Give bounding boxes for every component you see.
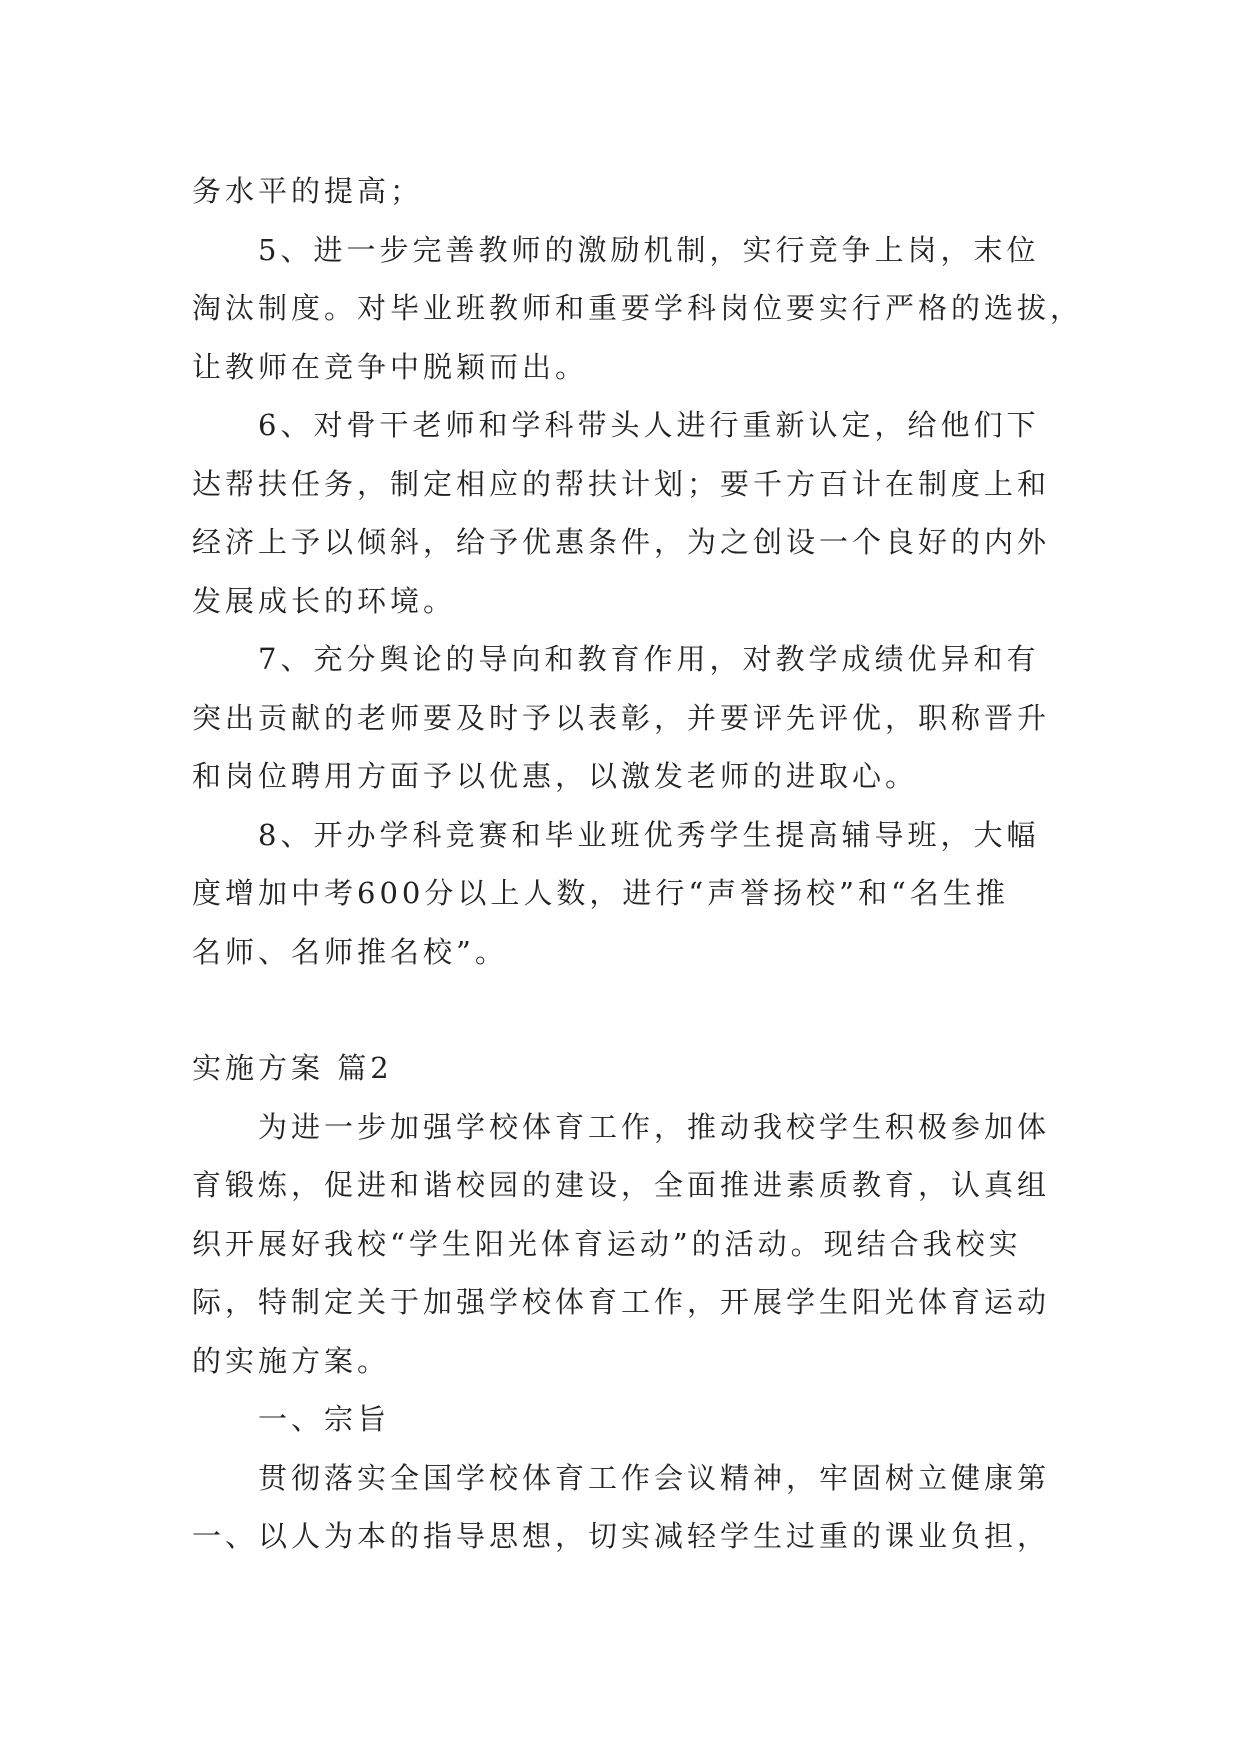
text-line: 织开展好我校“学生阳光体育运动”的活动。现结合我校实 [192,1226,1022,1261]
text-line: 务水平的提高； [192,174,424,208]
text-line: 一、以人为本的指导思想，切实减轻学生过重的课业负担， [192,1519,1051,1553]
text-line: 淘汰制度。对毕业班教师和重要学科岗位要实行严格的选拔， [192,291,1084,325]
text-line: 达帮扶任务，制定相应的帮扶计划；要千方百计在制度上和 [192,466,1051,501]
text-line: 名师、名师推名校”。 [192,934,508,969]
section-gap [192,981,1082,1039]
text-line: 7、充分舆论的导向和教育作用，对教学成绩优异和有 [258,642,1040,676]
text-line: 际，特制定关于加强学校体育工作，开展学生阳光体育运动 [192,1285,1051,1319]
text-line: 发展成长的环境。 [192,583,457,618]
text-line: 实施方案 篇2 [192,1051,393,1085]
text-line: 让教师在竞争中脱颖而出。 [192,349,589,384]
text-line: 的实施方案。 [192,1343,391,1378]
section-2 [192,1039,1082,1566]
text-line: 经济上予以倾斜，给予优惠条件，为之创设一个良好的内外 [192,525,1051,559]
text-line: 一、宗旨 [258,1402,391,1436]
text-line: 和岗位聘用方面予以优惠，以激发老师的进取心。 [192,759,919,793]
text-line: 贯彻落实全国学校体育工作会议精神，牢固树立健康第 [258,1460,1051,1495]
text-line: 度增加中考600分以上人数，进行“声誉扬校”和“名生推 [192,876,1009,910]
text-line: 突出贡献的老师要及时予以表彰，并要评先评优，职称晋升 [192,700,1051,735]
document-body [192,162,1082,1566]
section-1 [192,162,1082,981]
text-line: 6、对骨干老师和学科带头人进行重新认定，给他们下 [258,408,1040,442]
text-line: 5、进一步完善教师的激励机制，实行竞争上岗，末位 [258,232,1040,267]
text-line: 8、开办学科竞赛和毕业班优秀学生提高辅导班，大幅 [258,817,1040,852]
text-line: 为进一步加强学校体育工作，推动我校学生积极参加体 [258,1109,1051,1144]
text-line: 育锻炼，促进和谐校园的建设，全面推进素质教育，认真组 [192,1168,1051,1202]
